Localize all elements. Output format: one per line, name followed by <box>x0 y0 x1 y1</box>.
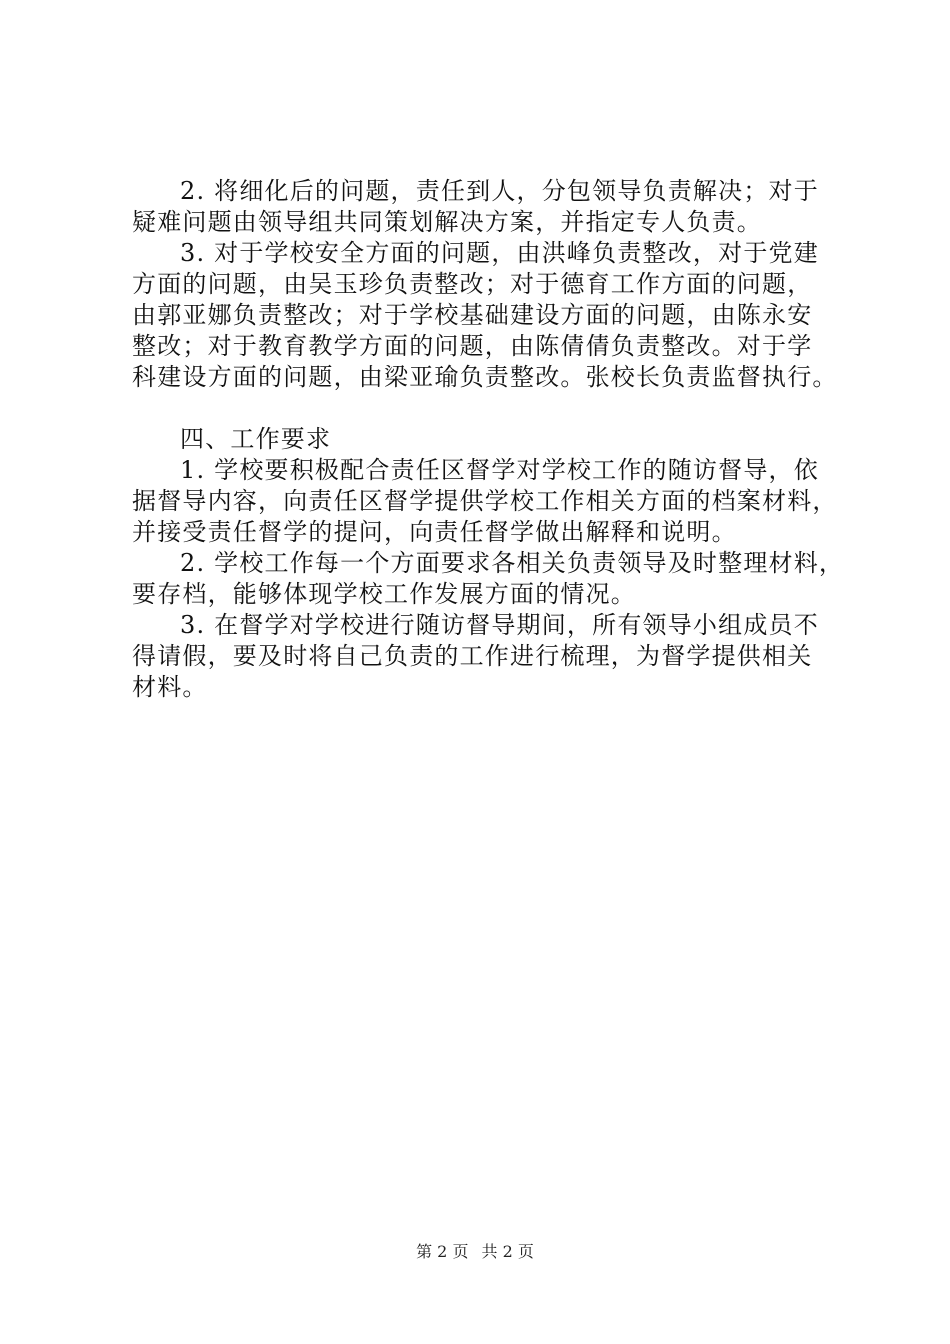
paragraph-line: 2. 将细化后的问题，责任到人，分包领导负责解决；对于 <box>180 177 819 205</box>
paragraph-line: 疑难问题由领导组共同策划解决方案，并指定专人负责。 <box>132 208 762 236</box>
paragraph-line: 材料。 <box>132 673 208 701</box>
page-footer <box>0 1242 950 1262</box>
page-total: 共 2 页 <box>481 1242 534 1261</box>
paragraph-line: 3. 对于学校安全方面的问题，由洪峰负责整改，对于党建 <box>180 239 819 267</box>
paragraph-gap <box>132 393 832 424</box>
paragraph-line: 要存档，能够体现学校工作发展方面的情况。 <box>132 580 636 608</box>
section-heading: 四、工作要求 <box>180 425 332 453</box>
paragraph-line: 2. 学校工作每一个方面要求各相关负责领导及时整理材料， <box>180 549 845 577</box>
page-number: 第 2 页 <box>416 1242 469 1261</box>
paragraph-line: 方面的问题，由吴玉珍负责整改；对于德育工作方面的问题， <box>132 270 813 298</box>
paragraph-line: 1. 学校要积极配合责任区督学对学校工作的随访督导，依 <box>180 456 819 484</box>
paragraph-line: 3. 在督学对学校进行随访督导期间，所有领导小组成员不 <box>180 611 819 639</box>
paragraph-line: 并接受责任督学的提问，向责任督学做出解释和说明。 <box>132 518 737 546</box>
paragraph-line: 得请假，要及时将自己负责的工作进行梳理，为督学提供相关 <box>132 642 813 670</box>
paragraph-line: 据督导内容，向责任区督学提供学校工作相关方面的档案材料， <box>132 487 838 515</box>
paragraph-line: 由郭亚娜负责整改；对于学校基础建设方面的问题，由陈永安 <box>132 301 813 329</box>
document-body <box>132 176 845 703</box>
paragraph-line: 科建设方面的问题，由梁亚瑜负责整改。张校长负责监督执行。 <box>132 363 838 391</box>
paragraph-line: 整改；对于教育教学方面的问题，由陈倩倩负责整改。对于学 <box>132 332 813 360</box>
